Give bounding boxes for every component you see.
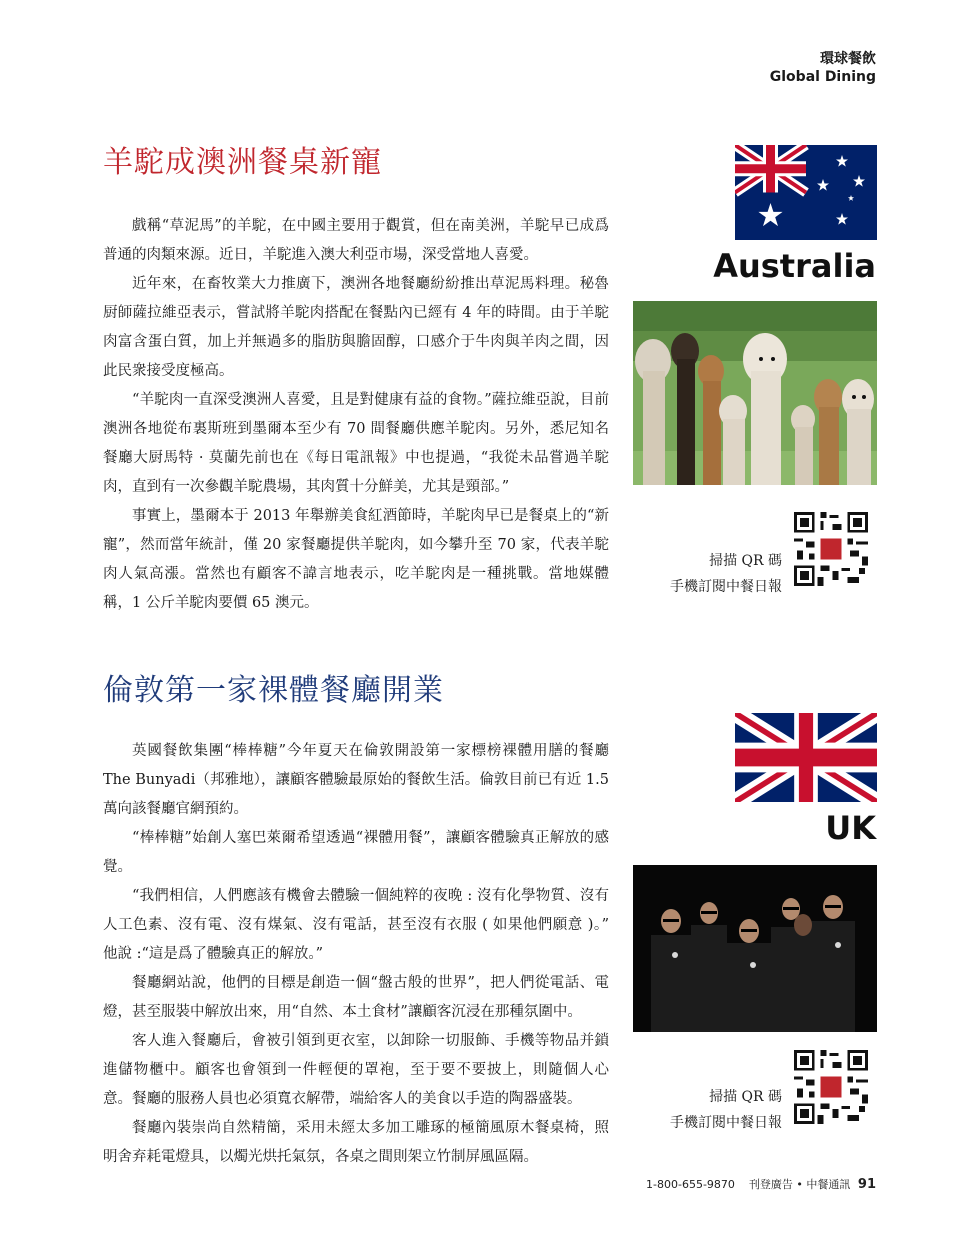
paragraph: “我們相信，人們應該有機會去體驗一個純粹的夜晚 : 沒有化學物質、沒有人工色素、沒有電、沒有煤氣、沒有電話，甚至沒有衣服 ( 如果他們願意 )。” 他說 :“這是爲了體驗真正的解放。” — [103, 888, 609, 962]
paragraph: 近年來，在畜牧業大力推廣下，澳洲各地餐廳紛紛推出草泥馬料理。秘魯厨師薩拉維亞表示，嘗試將羊駝肉搭配在餐點內已經有 4 年的時間。由于羊駝肉富含蛋白質，加上并無過多的脂肪與膽固醇，口感介于牛肉與羊肉之間，因此民衆接受度極高。 — [103, 276, 609, 379]
paragraph: 餐廳網站說，他們的目標是創造一個“盤古般的世界”，把人們從電話、電燈，甚至服裝中解放出來，用“自然、本土食材”讓顧客沉浸在那種氛圍中。 — [103, 975, 609, 1020]
section-title-en: Global Dining — [769, 69, 876, 85]
footer-label: 刊登廣告 • 中餐通訊 — [748, 1178, 851, 1191]
article-title-uk: 倫敦第一家裸體餐廳開業 — [103, 673, 444, 708]
alpaca-photo — [633, 301, 877, 485]
section-header — [770, 50, 876, 86]
paragraph: “羊駝肉一直深受澳洲人喜愛，且是對健康有益的食物。”薩拉維亞說，目前澳洲各地從布裏斯班到墨爾本至少有 70 間餐廳供應羊駝肉。另外，悉尼知名餐廳大厨馬特 · 莫蘭先前也在《每日電訊報》中也提過，“我從未品嘗過羊駝肉，直到有一次參觀羊駝農場，其肉質十分鮮美，尤其是頸部。” — [103, 392, 609, 495]
qr-caption — [670, 548, 782, 600]
page-footer — [646, 1176, 876, 1192]
page-number: 91 — [857, 1177, 876, 1192]
paragraph: 戲稱“草泥馬”的羊駝，在中國主要用于觀賞，但在南美洲，羊駝早已成爲普通的肉類來源。近日，羊駝進入澳大利亞市場，深受當地人喜愛。 — [103, 218, 609, 263]
article-title-australia: 羊駝成澳洲餐桌新寵 — [103, 145, 382, 180]
uk-flag-icon — [735, 713, 877, 802]
paragraph: 餐廳內裝崇尚自然精簡，采用未經太多加工雕琢的極簡風原木餐桌椅，照明舍弃耗電燈具，以燭光烘托氣氛，各桌之間則架立竹制屏風區隔。 — [103, 1120, 609, 1165]
paragraph: “棒棒糖”始創人塞巴萊爾希望透過“裸體用餐”，讓顧客體驗真正解放的感覺。 — [103, 830, 609, 875]
qr-code-icon[interactable] — [794, 1050, 868, 1124]
australia-flag-icon — [735, 145, 877, 240]
section-title-zh: 環球餐飲 — [820, 51, 876, 67]
paragraph: 英國餐飲集團“棒棒糖”今年夏天在倫敦開設第一家標榜裸體用膳的餐廳 The Bunyadi（邦雅地），讓顧客體驗最原始的餐飲生活。倫敦目前已有近 1.5 萬向該餐廳官網預約。 — [103, 743, 609, 817]
paragraph: 客人進入餐廳后，會被引領到更衣室，以卸除一切服飾、手機等物品并鎖進儲物櫃中。顧客也會領到一件輕便的罩袍，至于要不要披上，則隨個人心意。餐廳的服務人員也必須寬衣解帶，端給客人的美食以手造的陶器盛裝。 — [103, 1033, 609, 1107]
country-label-australia: Australia — [713, 247, 876, 285]
qr-caption-line1: 掃描 QR 碼 — [709, 553, 782, 569]
qr-code-icon[interactable] — [794, 512, 868, 586]
qr-caption-line2: 手機訂閱中餐日報 — [670, 1115, 782, 1131]
article-body-uk — [103, 737, 609, 1172]
qr-caption — [670, 1084, 782, 1136]
paragraph: 事實上，墨爾本于 2013 年舉辦美食紅酒節時，羊駝肉早已是餐桌上的“新寵”，然而當年統計，僅 20 家餐廳提供羊駝肉，如今攀升至 70 家，代表羊駝肉人氣高漲。當然也有顧客不諱言地表示，吃羊駝肉是一種挑戰。當地媒體稱，1 公斤羊駝肉要價 65 澳元。 — [103, 508, 609, 611]
qr-caption-line1: 掃描 QR 碼 — [709, 1089, 782, 1105]
restaurant-staff-photo — [633, 865, 877, 1032]
article-body-australia — [103, 212, 609, 618]
country-label-uk: UK — [825, 809, 876, 847]
footer-phone: 1-800-655-9870 — [646, 1178, 735, 1191]
qr-caption-line2: 手機訂閱中餐日報 — [670, 579, 782, 595]
